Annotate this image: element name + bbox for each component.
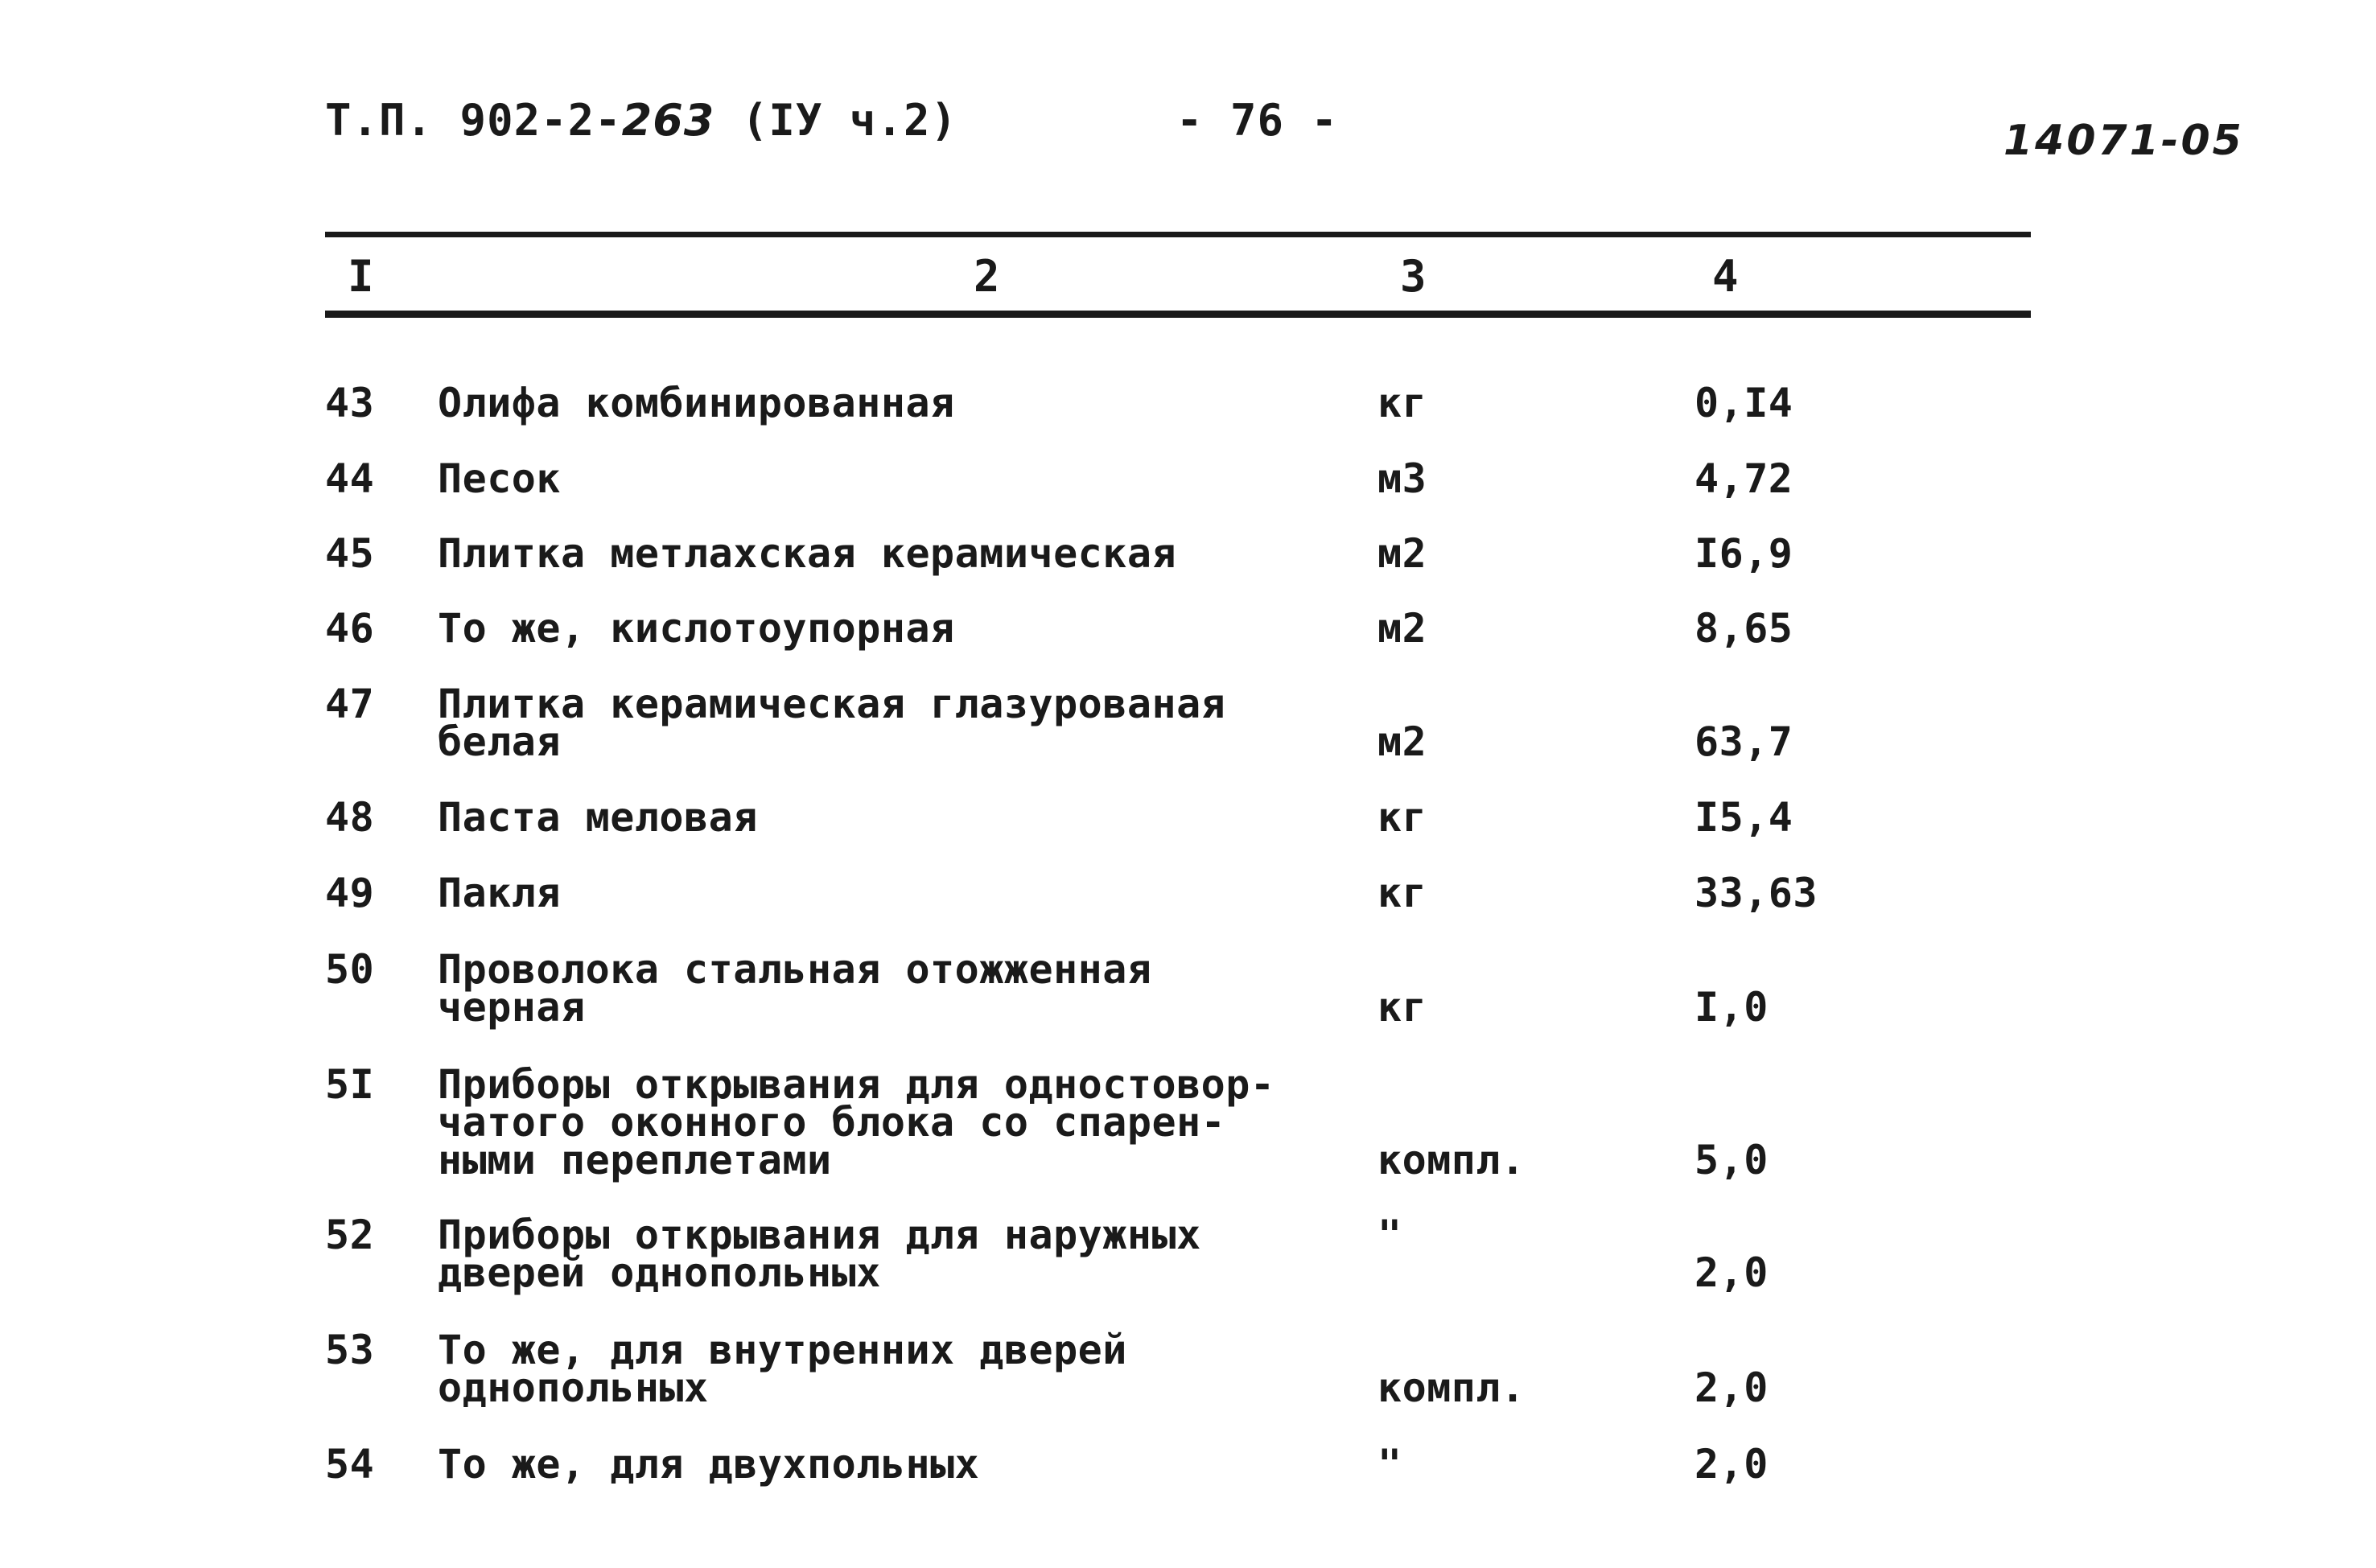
row-quantity: 4,72 [1694,455,1793,502]
row-unit: м2 [1377,605,1427,652]
row-quantity: 63,7 [1694,718,1793,765]
row-unit: м3 [1377,455,1427,502]
row-number: 47 [325,681,375,727]
row-number: 50 [325,946,375,993]
row-unit: кг [1377,984,1427,1031]
row-number: 45 [325,530,375,577]
row-quantity: I6,9 [1694,530,1793,577]
row-quantity: 8,65 [1694,605,1793,652]
row-quantity: 5,0 [1694,1137,1769,1183]
row-material-name [438,1212,1201,1296]
column-header-2: 2 [974,251,1000,302]
column-header-1: I [348,251,374,302]
material-name-line: Приборы открывания для одностовор- [438,1061,1275,1108]
row-material-name [438,946,1152,1031]
material-name-line: черная [438,984,586,1031]
page-number: - 76 - [1176,95,1339,146]
row-unit: м2 [1377,530,1427,577]
row-quantity: 0,I4 [1694,380,1793,426]
material-name-line: То же, для внутренних дверей [438,1327,1127,1373]
material-name-line: чатого оконного блока со спарен- [438,1099,1226,1146]
row-unit: " [1377,1212,1402,1258]
row-quantity: 2,0 [1694,1249,1769,1296]
row-number: 54 [325,1441,375,1488]
row-number: 43 [325,380,375,426]
row-material-name [438,870,562,916]
row-quantity: 33,63 [1694,870,1818,916]
row-number: 44 [325,455,375,502]
row-material-name [438,1061,1275,1183]
row-material-name [438,794,758,841]
material-name-line: Паста меловая [438,794,758,841]
material-name-line: То же, кислотоупорная [438,605,955,652]
row-material-name [438,605,955,652]
row-number: 52 [325,1212,375,1258]
column-header-3: 3 [1400,251,1427,302]
material-name-line: однопольных [438,1364,709,1411]
material-name-line: Олифа комбинированная [438,380,955,426]
row-number: 49 [325,870,375,916]
column-header-4: 4 [1712,251,1739,302]
row-number: 53 [325,1327,375,1373]
material-name-line: Плитка метлахская керамическая [438,530,1177,577]
row-number: 46 [325,605,375,652]
row-quantity: 2,0 [1694,1441,1769,1488]
row-material-name [438,1327,1127,1411]
row-quantity: 2,0 [1694,1364,1769,1411]
row-unit: кг [1377,380,1427,426]
material-name-line: ными переплетами [438,1137,832,1183]
document-code-prefix: Т.П. 902-2- [325,95,622,146]
material-name-line: дверей однопольных [438,1249,881,1296]
archive-number: 14071-05 [2003,117,2244,165]
row-material-name [438,380,955,426]
row-material-name [438,681,1226,765]
material-name-line: То же, для двухпольных [438,1441,980,1488]
row-material-name [438,455,562,502]
material-name-line: Песок [438,455,562,502]
row-number: 5I [325,1061,375,1108]
row-number: 48 [325,794,375,841]
row-quantity: I,0 [1694,984,1769,1031]
material-name-line: Проволока стальная отожженная [438,946,1152,993]
row-material-name [438,530,1177,577]
material-name-line: Плитка керамическая глазурованая [438,681,1226,727]
material-name-line: Пакля [438,870,562,916]
row-quantity: I5,4 [1694,794,1793,841]
material-name-line: Приборы открывания для наружных [438,1212,1201,1258]
row-material-name [438,1441,980,1488]
material-name-line: белая [438,718,562,765]
row-unit: м2 [1377,718,1427,765]
row-unit: " [1377,1441,1402,1488]
document-part: (IУ ч.2) [741,95,957,146]
row-unit: компл. [1377,1137,1526,1183]
document-code-handwritten: 263 [621,95,715,146]
row-unit: компл. [1377,1364,1526,1411]
row-unit: кг [1377,794,1427,841]
row-unit: кг [1377,870,1427,916]
